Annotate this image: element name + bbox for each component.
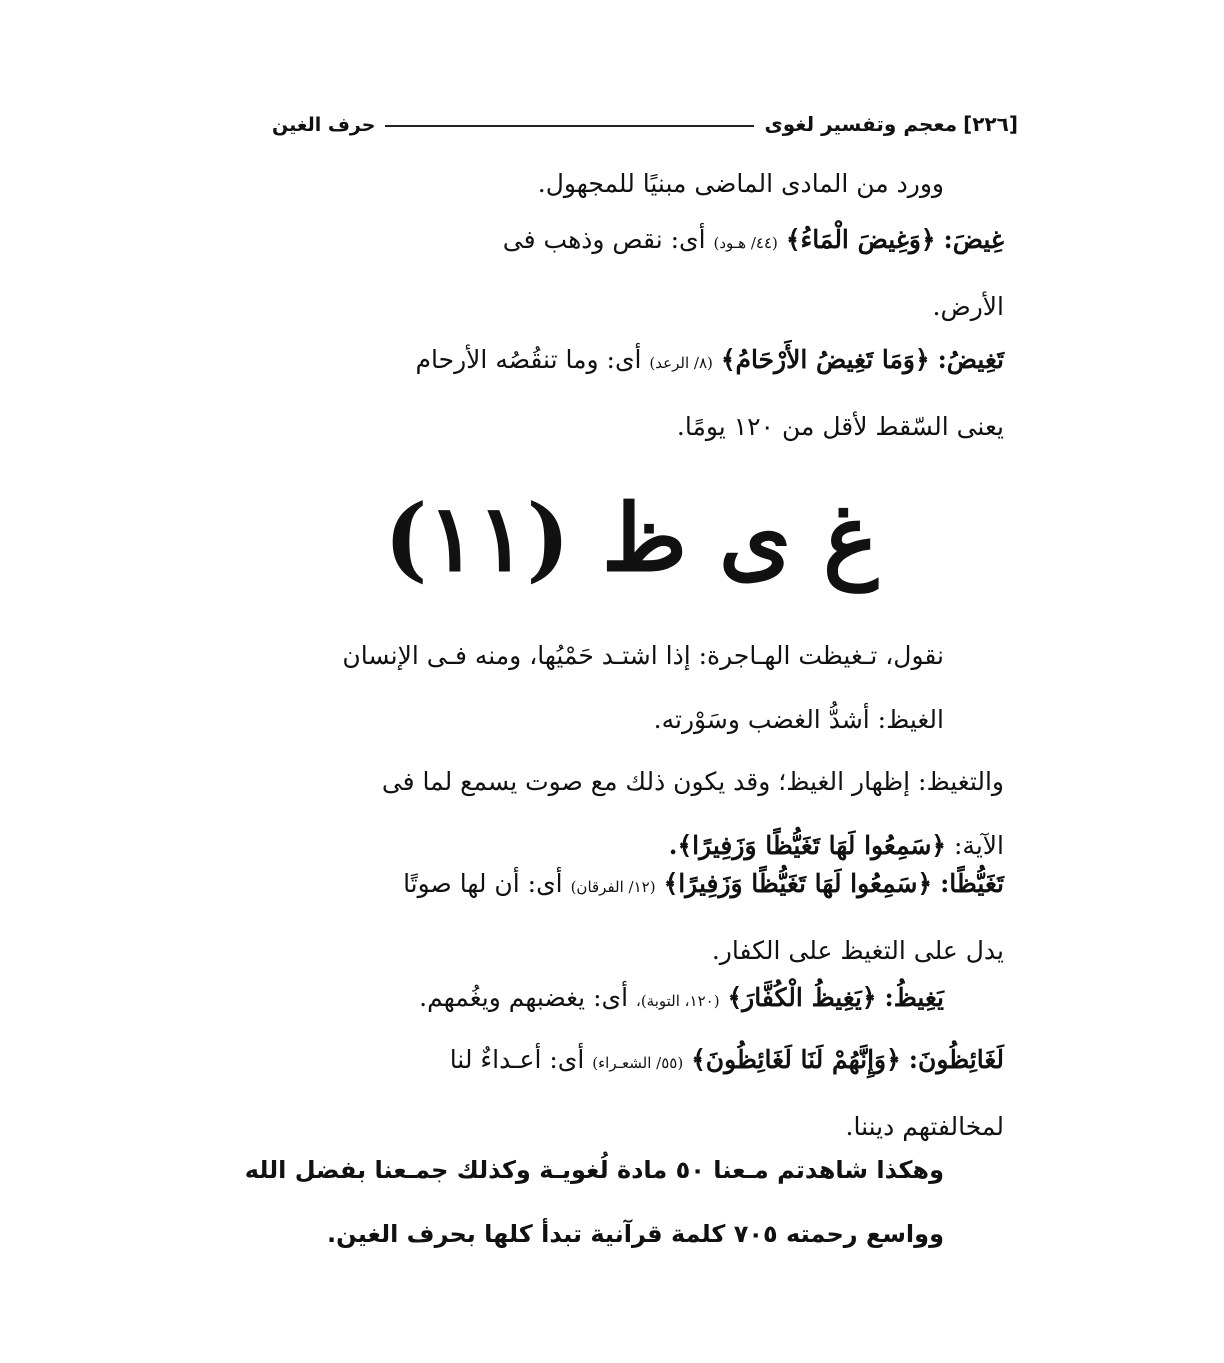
entry-explanation: أى: نقص وذهب فى [502,225,706,254]
verse-reference: (٨/ الرعد) [649,354,713,372]
verse-reference: (١٢/ الفرقان) [570,878,656,896]
paragraph-line: والتغيظ: إظهار الغيظ؛ وقد يكون ذلك مع صوت يسمع لما فى [381,767,1004,796]
paragraph-line: نقول، تـغيظت الهـاجرة: إذا اشتـد حَمْيُها، ومنه فـى الإنسان [342,641,944,670]
header-rule [385,125,754,127]
quran-quote: ﴿سَمِعُوا لَهَا تَغَيُّظًا وَزَفِيرًا﴾ [663,869,933,898]
verse-reference: (٥٥/ الشعـراء) [592,1054,684,1072]
verse-reference: (١٢٠، التوبة)، [635,992,720,1010]
entry-explanation: أى: أن لها صوتًا [403,869,563,898]
quran-quote: ﴿وَغِيضَ الْمَاءُ﴾ [785,225,936,254]
entry-gheeda [258,208,1004,339]
closing-paragraph [244,1138,1004,1266]
entry-explanation-cont: يعنى السّقط لأقل من ١٢٠ يومًا. [676,412,1004,441]
entry-headword: يَغِيظُ: [884,983,944,1012]
entry-yagheezu [258,966,1004,1033]
verse-reference: (٤٤/ هـود) [713,234,778,252]
paragraph-prefix: الآية: [954,831,1004,860]
entry-tagheedu [258,328,1004,459]
page-number: [٢٢٦] [963,112,1018,136]
entry-explanation: أى: وما تنقُصُه الأرحام [415,345,642,374]
entry-explanation: أى: أعـداءٌ لنا [449,1045,585,1074]
entry-headword: لَغَائِظُونَ: [908,1045,1004,1074]
intro-line: وورد من المادى الماضى مبنيًا للمجهول. [537,169,944,198]
paragraph-line: الغيظ: أشدُّ الغضب وسَوْرته. [653,705,944,734]
paragraph-taghayyazat [258,624,1004,752]
entry-headword: غِيضَ: [943,225,1004,254]
quran-quote: ﴿سَمِعُوا لَهَا تَغَيُّظًا وَزَفِيرًا﴾. [668,831,947,860]
running-header [272,96,1018,136]
quran-quote: ﴿وَإِنَّهُمْ لَنَا لَغَائِظُونَ﴾ [691,1045,901,1074]
entry-explanation-cont: الأرض. [932,292,1004,321]
entry-explanation: أى: يغضبهم ويغُمهم. [419,983,629,1012]
closing-line: وهكذا شاهدتم مـعنا ٥٠ مادة لُغويـة وكذلك جمـعنا بفضل الله [244,1156,944,1184]
book-title: معجم وتفسير لغوى [764,112,958,136]
entry-headword: تَغِيضُ: [937,345,1004,374]
entry-explanation-cont: يدل على التغيظ على الكفار. [711,936,1004,965]
entry-taghayyuzan [258,852,1004,983]
entry-explanation-cont: لمخالفتهم ديننا. [845,1112,1004,1141]
quran-quote: ﴿يَغِيظُ الْكُفَّارَ﴾ [727,983,877,1012]
quran-quote: ﴿وَمَا تَغِيضُ الأَرْحَامُ﴾ [720,345,930,374]
section-title: حرف الغين [272,114,376,136]
closing-line: وواسع رحمته ٧٠٥ كلمة قرآنية تبدأ كلها بحرف الغين. [327,1220,944,1248]
intro-paragraph [258,152,1004,216]
entry-headword: تَغَيُّظًا: [940,869,1004,898]
root-title: غ ى ظ (١١) [384,484,878,592]
